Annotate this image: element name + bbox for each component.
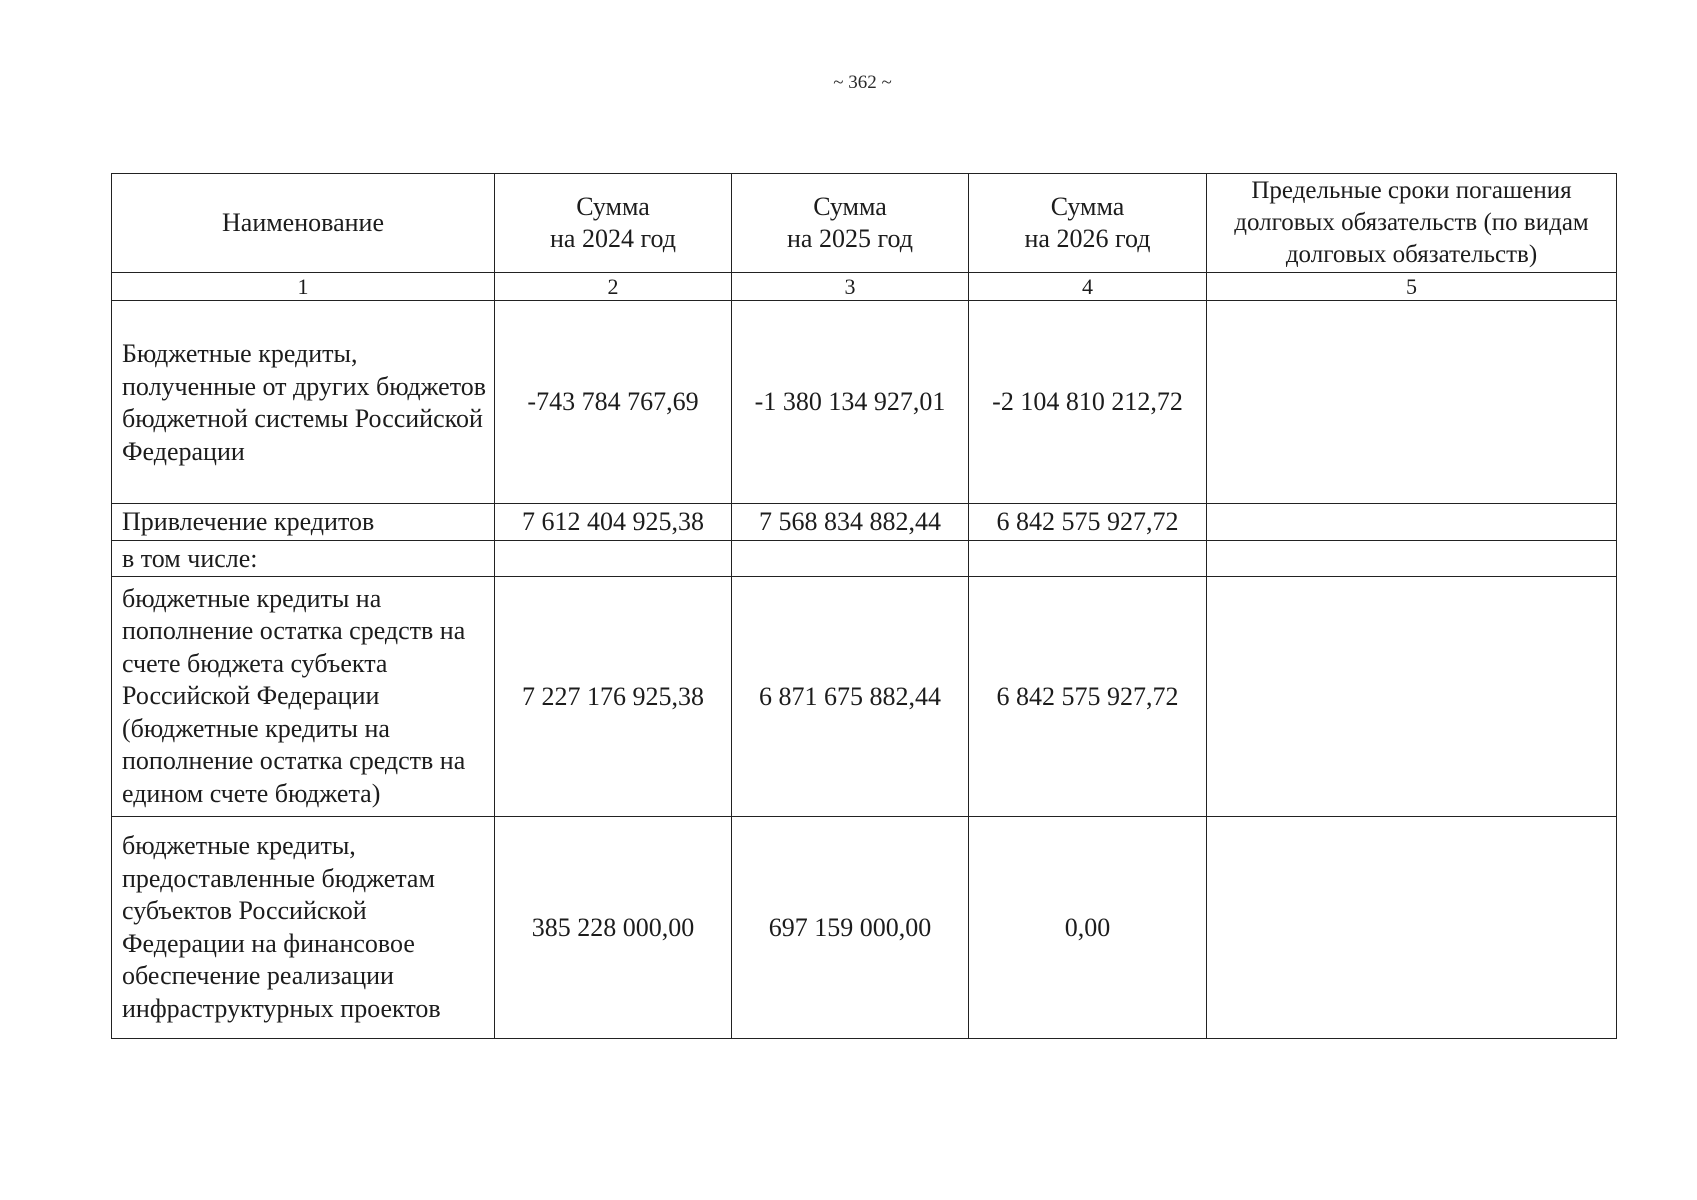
row-repayment-term bbox=[1207, 504, 1617, 541]
header-sum-2025-text: Сумма на 2025 год bbox=[787, 192, 913, 253]
row-repayment-term bbox=[1207, 541, 1617, 577]
header-sum-2026 bbox=[969, 174, 1207, 273]
column-number: 5 bbox=[1207, 273, 1617, 301]
row-value-2024: 385 228 000,00 bbox=[495, 817, 732, 1039]
table-row bbox=[112, 301, 1617, 504]
row-value-2025: 697 159 000,00 bbox=[732, 817, 969, 1039]
row-repayment-term bbox=[1207, 817, 1617, 1039]
column-number: 2 bbox=[495, 273, 732, 301]
table-row bbox=[112, 504, 1617, 541]
row-value-2026: 6 842 575 927,72 bbox=[969, 504, 1207, 541]
table-row bbox=[112, 541, 1617, 577]
row-value-2026: 6 842 575 927,72 bbox=[969, 577, 1207, 817]
row-value-2026 bbox=[969, 541, 1207, 577]
header-sum-2024 bbox=[495, 174, 732, 273]
column-number: 3 bbox=[732, 273, 969, 301]
row-name: в том числе: bbox=[112, 541, 495, 577]
header-sum-2025 bbox=[732, 174, 969, 273]
row-value-2025: 7 568 834 882,44 bbox=[732, 504, 969, 541]
row-value-2024: 7 612 404 925,38 bbox=[495, 504, 732, 541]
header-repayment-terms: Предельные сроки погашения долговых обязательств (по видам долговых обязательств) bbox=[1207, 174, 1617, 273]
header-sum-2026-text: Сумма на 2026 год bbox=[1024, 192, 1151, 253]
row-value-2024: -743 784 767,69 bbox=[495, 301, 732, 504]
table-row bbox=[112, 577, 1617, 817]
header-name: Наименование bbox=[112, 174, 495, 273]
row-name: Привлечение кредитов bbox=[112, 504, 495, 541]
row-value-2025 bbox=[732, 541, 969, 577]
row-value-2024: 7 227 176 925,38 bbox=[495, 577, 732, 817]
row-value-2025: -1 380 134 927,01 bbox=[732, 301, 969, 504]
table-header-row bbox=[112, 174, 1617, 273]
column-number: 1 bbox=[112, 273, 495, 301]
column-number-row bbox=[112, 273, 1617, 301]
row-value-2026: 0,00 bbox=[969, 817, 1207, 1039]
row-name: бюджетные кредиты, предоставленные бюджетам субъектов Российской Федерации на финансовое обеспечение реализации инфраструктурных проектов bbox=[112, 817, 495, 1039]
row-value-2026: -2 104 810 212,72 bbox=[969, 301, 1207, 504]
table-row bbox=[112, 817, 1617, 1039]
row-name: Бюджетные кредиты, полученные от других бюджетов бюджетной системы Российской Федерации bbox=[112, 301, 495, 504]
row-name: бюджетные кредиты на пополнение остатка средств на счете бюджета субъекта Российской Федерации (бюджетные кредиты на пополнение остатка средств на едином счете бюджета) bbox=[112, 577, 495, 817]
row-repayment-term bbox=[1207, 577, 1617, 817]
header-sum-2024-text: Сумма на 2024 год bbox=[550, 192, 676, 253]
row-value-2024 bbox=[495, 541, 732, 577]
budget-credits-table bbox=[111, 173, 1617, 1039]
row-value-2025: 6 871 675 882,44 bbox=[732, 577, 969, 817]
row-repayment-term bbox=[1207, 301, 1617, 504]
column-number: 4 bbox=[969, 273, 1207, 301]
page-number: ~ 362 ~ bbox=[833, 72, 892, 93]
